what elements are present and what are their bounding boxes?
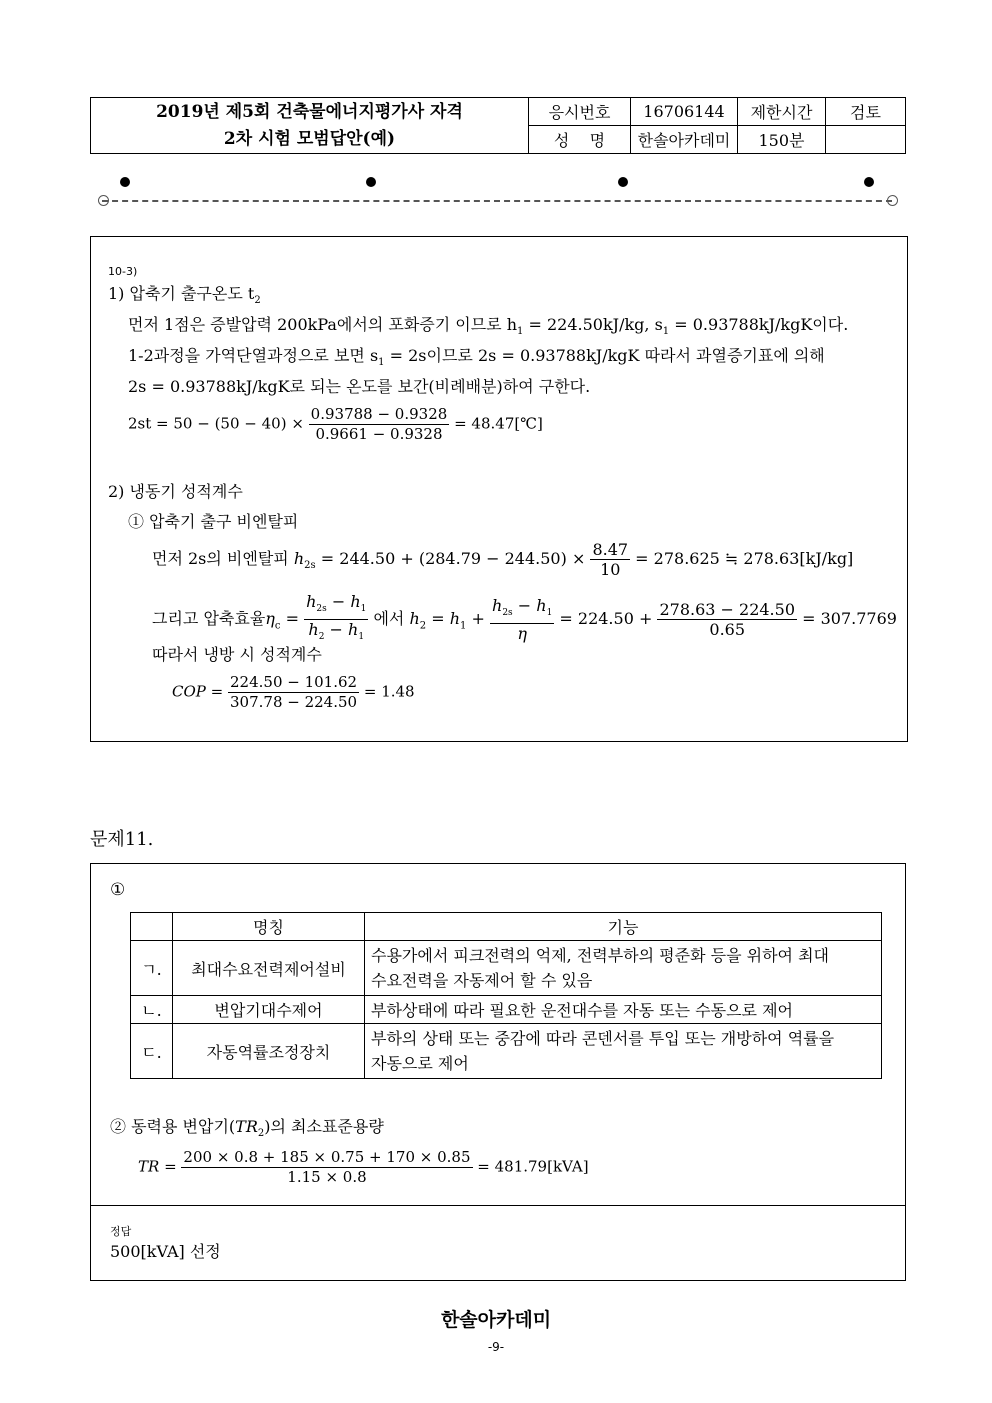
binding-dot (864, 177, 874, 187)
part1-heading (108, 284, 261, 311)
p1-line2: 1-2과정을 가역단열과정으로 보면 $s_1 = 2s$이므로 2s = 0.93788kJ/kgK 따라서 과열증기표에 의해 (128, 346, 825, 369)
cut-line (102, 200, 892, 202)
tr-rhs: = 481.79[kVA] (477, 1157, 589, 1176)
part2-heading: 2) 냉동기 성적계수 (108, 482, 243, 501)
q10-ref: 10-3) (108, 265, 138, 278)
title-line1: 2019년 제5회 건축물에너지평가사 자격 (156, 101, 463, 122)
tr-fraction (181, 1148, 472, 1187)
answer-label: 정답 (110, 1225, 132, 1238)
equation-enthalpy: 먼저 2s의 비엔탈피 $h_{2s} = 244.50 + (284.79 - 244.50)$ × $\frac{8.47}{10}$ = 278.625 ≒ 278.63[kJ/kg] (152, 540, 854, 579)
eq3-prefix: 그리고 압축효율 (152, 609, 266, 629)
name-value: 한솔아카데미 (631, 126, 738, 154)
page-number: -9- (487, 1340, 505, 1354)
part2-heading-a: ② 동력용 변압기( (110, 1117, 236, 1136)
part2-heading-b: )의 최소표준용량 (264, 1117, 384, 1136)
table-header-name: 명칭 (173, 913, 365, 941)
p1-line2-a: 1-2과정을 가역단열과정으로 보면 s (128, 346, 379, 365)
binding-dot (120, 177, 130, 187)
row-name: 자동역률조정장치 (173, 1024, 365, 1079)
eq3-fraction2 (657, 600, 797, 639)
review-cell (826, 126, 906, 154)
row-function: 부하상태에 따라 필요한 운전대수를 자동 또는 수동으로 제어 (365, 996, 882, 1024)
name-label: 성 명 (529, 126, 631, 154)
answer-divider (90, 1205, 905, 1206)
row-mark: ㄴ. (131, 996, 173, 1024)
cop-lhs: COP = (172, 682, 224, 701)
equation-transformer (138, 1148, 589, 1187)
p1-line1: 먼저 1점은 증발압력 200kPa에서의 포화증기 이므로 $h_1 = 224.50kJ/kg$, $s_1 = 0.93788kJ/kgK$이다. (128, 315, 849, 338)
cop-fraction (228, 673, 359, 712)
row-mark: ㄷ. (131, 1024, 173, 1079)
review-label: 검토 (826, 98, 906, 126)
table-header-blank (131, 913, 173, 941)
p1-line1-b: = 224.50kJ/kg, s (523, 315, 663, 334)
binding-dot (618, 177, 628, 187)
time-label: 제한시간 (738, 98, 826, 126)
eq1-num: 0.93788 − 0.9328 (310, 405, 448, 423)
tr-den: 1.15 × 0.8 (287, 1168, 367, 1186)
eq3-mid: 에서 (373, 609, 405, 629)
table-row (131, 996, 882, 1024)
table-row (131, 1024, 882, 1079)
equation-efficiency: 그리고 압축효율$\eta_c$ = $\frac{h_{2s} - h_1}{h_2 - h_1}$ 에서 $h_2 = h_1$ + $\frac{h_{2s} - h_1}{\eta}$ = 224.50 + $\frac{278.63 - 224.50}{0.65}$ = 307.7769 (152, 592, 897, 647)
row-function (365, 941, 882, 996)
row-function-line2: 수요전력을 자동제어 할 수 있음 (371, 971, 593, 990)
row-function-line2: 자동으로 제어 (371, 1054, 469, 1073)
title-line2: 2차 시험 모범답안(예) (223, 128, 396, 149)
exam-no: 16706144 (631, 98, 738, 126)
eq1-lhs: 2st = 50 − (50 − 40) × (128, 414, 304, 433)
part2-sub1: ① 압축기 출구 비엔탈피 (128, 512, 299, 531)
q11-circle1: ① (110, 880, 126, 900)
table-header-function: 기능 (365, 913, 882, 941)
p1-line1-a: 먼저 1점은 증발압력 200kPa에서의 포화증기 이므로 h (128, 315, 518, 334)
eq2-den: 10 (600, 560, 621, 579)
tr-lhs: TR = (138, 1157, 177, 1176)
eta-fraction: $\frac{h_{2s} - h_1}{h_2 - h_1}$ (306, 592, 367, 643)
q11-heading: 문제11. (90, 829, 154, 850)
binding-dot (366, 177, 376, 187)
p1-line1-c: = 0.93788kJ/kgK이다. (669, 315, 849, 334)
eq1-den: 0.9661 − 0.9328 (315, 425, 443, 443)
time-value: 150분 (738, 126, 826, 154)
p1-line2-b: = 2s이므로 2s = 0.93788kJ/kgK 따라서 과열증기표에 의해 (384, 346, 825, 365)
function-table (130, 912, 882, 1079)
footer-brand: 한솔아카데미 (440, 1309, 552, 1331)
eq2-num: 8.47 (592, 540, 629, 559)
eq1-rhs: = 48.47[℃] (454, 414, 543, 433)
cop-rhs: = 1.48 (363, 682, 415, 701)
cop-den: 307.78 − 224.50 (230, 693, 358, 711)
equation-interpolation (128, 405, 543, 444)
eq2-rhs: = 278.625 ≒ 278.63[kJ/kg] (635, 549, 854, 568)
eq3-rhs2: = 307.7769 (802, 609, 897, 629)
cop-intro: 따라서 냉방 시 성적계수 (152, 645, 322, 664)
row-function-line1: 수용가에서 피크전력의 억제, 전력부하의 평준화 등을 위하여 최대 (371, 946, 830, 965)
eq2-prefix: 먼저 2s의 비엔탈피 (152, 549, 289, 568)
eq2-mid: = 244.50 + (284.79 − 244.50) × (320, 549, 586, 568)
cop-num: 224.50 − 101.62 (230, 673, 358, 691)
h2-fraction: $\frac{h_{2s} - h_1}{\eta}$ (492, 596, 553, 644)
header-table (90, 97, 906, 154)
table-row (131, 941, 882, 996)
eq3-num2: 278.63 − 224.50 (659, 600, 795, 620)
answer-value: 500[kVA] 선정 (110, 1242, 221, 1261)
part1-heading-text: 1) 압축기 출구온도 t (108, 284, 255, 303)
equation-cop (172, 673, 415, 712)
eq3-den2: 0.65 (709, 620, 746, 640)
exam-no-label: 응시번호 (529, 98, 631, 126)
part1-heading-sub: 2 (254, 295, 261, 307)
row-function (365, 1024, 882, 1079)
p1-line3: 2s = 0.93788kJ/kgK로 되는 온도를 보간(비례배분)하여 구한다. (128, 377, 591, 396)
eq2-fraction (590, 540, 630, 579)
row-name: 변압기대수제어 (173, 996, 365, 1024)
q11-part2-heading: ② 동력용 변압기$(TR_2)$의 최소표준용량 (110, 1117, 384, 1140)
eq3-rhs1: = 224.50 + (559, 609, 653, 629)
row-function-line1: 부하의 상태 또는 중감에 따라 콘덴서를 투입 또는 개방하여 역률을 (371, 1029, 835, 1048)
row-mark: ㄱ. (131, 941, 173, 996)
eq1-fraction (309, 405, 450, 444)
row-name: 최대수요전력제어설비 (173, 941, 365, 996)
exam-title (91, 98, 529, 154)
tr-num: 200 × 0.8 + 185 × 0.75 + 170 × 0.85 (183, 1148, 471, 1166)
